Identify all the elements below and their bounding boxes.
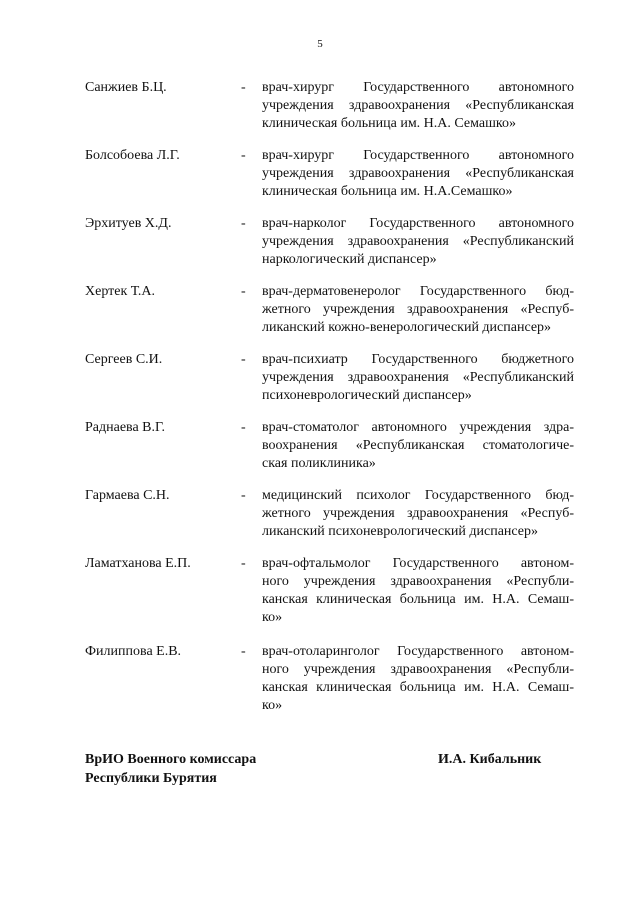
description-line: ного учреждения здравоохранения «Республи- — [262, 662, 574, 677]
staff-name: Филиппова Е.В. — [85, 644, 182, 659]
entry-dash: - — [241, 148, 246, 163]
staff-position-description — [262, 283, 574, 337]
staff-position-description — [262, 147, 574, 201]
description-line: клиническая больница им. Н.А.Семашко» — [262, 184, 513, 199]
description-line: ного учреждения здравоохранения «Республи- — [262, 574, 574, 589]
description-line: врач-офтальмолог Государственного автоном- — [262, 556, 574, 571]
description-line: канская клиническая больница им. Н.А. Семаш- — [262, 680, 574, 695]
description-line: клиническая больница им. Н.А. Семашко» — [262, 116, 516, 131]
description-line: жетного учреждения здравоохранения «Респуб- — [262, 302, 574, 317]
description-line: учреждения здравоохранения «Республиканская — [262, 98, 574, 113]
staff-entry — [0, 283, 640, 351]
description-line: медицинский психолог Государственного бюд- — [262, 488, 574, 503]
entry-dash: - — [241, 284, 246, 299]
description-line: учреждения здравоохранения «Республиканская — [262, 166, 574, 181]
description-line: врач-стоматолог автономного учреждения здра- — [262, 420, 574, 435]
entry-dash: - — [241, 420, 246, 435]
description-line: врач-нарколог Государственного автономного — [262, 216, 574, 231]
staff-name: Эрхитуев Х.Д. — [85, 216, 172, 231]
description-line: врач-отоларинголог Государственного автоном- — [262, 644, 574, 659]
description-line: ко» — [262, 610, 283, 625]
description-line: жетного учреждения здравоохранения «Респуб- — [262, 506, 574, 521]
signature-position-line-2: Республики Бурятия — [85, 771, 217, 786]
description-line: ликанский психоневрологический диспансер» — [262, 524, 539, 539]
staff-entry — [0, 79, 640, 147]
staff-position-description — [262, 643, 574, 715]
description-line: врач-психиатр Государственного бюджетного — [262, 352, 574, 367]
staff-position-description — [262, 487, 574, 541]
description-line: учреждения здравоохранения «Республиканский — [262, 234, 574, 249]
description-line: учреждения здравоохранения «Республиканский — [262, 370, 574, 385]
entry-dash: - — [241, 80, 246, 95]
staff-position-description — [262, 351, 574, 405]
staff-list — [0, 79, 640, 731]
entry-dash: - — [241, 644, 246, 659]
signature-position — [85, 750, 256, 788]
description-line: ликанский кожно-венерологический диспансер» — [262, 320, 552, 335]
staff-entry — [0, 215, 640, 283]
description-line: ская поликлиника» — [262, 456, 376, 471]
staff-name: Санжиев Б.Ц. — [85, 80, 167, 95]
description-line: наркологический диспансер» — [262, 252, 437, 267]
staff-position-description — [262, 79, 574, 133]
description-line: ко» — [262, 698, 283, 713]
description-line: психоневрологический диспансер» — [262, 388, 472, 403]
staff-entry — [0, 643, 640, 731]
description-line: воохранения «Республиканская стоматологиче- — [262, 438, 574, 453]
staff-entry — [0, 555, 640, 643]
staff-name: Сергеев С.И. — [85, 352, 163, 367]
staff-entry — [0, 351, 640, 419]
staff-entry — [0, 419, 640, 487]
entry-dash: - — [241, 488, 246, 503]
staff-entry — [0, 147, 640, 215]
description-line: врач-дерматовенеролог Государственного бюд- — [262, 284, 574, 299]
staff-name: Раднаева В.Г. — [85, 420, 166, 435]
page-number: 5 — [317, 38, 323, 50]
staff-position-description — [262, 215, 574, 269]
staff-name: Хертек Т.А. — [85, 284, 156, 299]
description-line: врач-хирург Государственного автономного — [262, 148, 574, 163]
staff-position-description — [262, 419, 574, 473]
entry-dash: - — [241, 352, 246, 367]
entry-dash: - — [241, 216, 246, 231]
staff-position-description — [262, 555, 574, 627]
staff-name: Гармаева С.Н. — [85, 488, 170, 503]
signature-name: И.А. Кибальник — [438, 752, 542, 767]
description-line: канская клиническая больница им. Н.А. Семаш- — [262, 592, 574, 607]
staff-name: Ламатханова Е.П. — [85, 556, 191, 571]
signature-position-line-1: ВрИО Военного комиссара — [85, 752, 257, 767]
entry-dash: - — [241, 556, 246, 571]
description-line: врач-хирург Государственного автономного — [262, 80, 574, 95]
staff-name: Болсобоева Л.Г. — [85, 148, 180, 163]
staff-entry — [0, 487, 640, 555]
